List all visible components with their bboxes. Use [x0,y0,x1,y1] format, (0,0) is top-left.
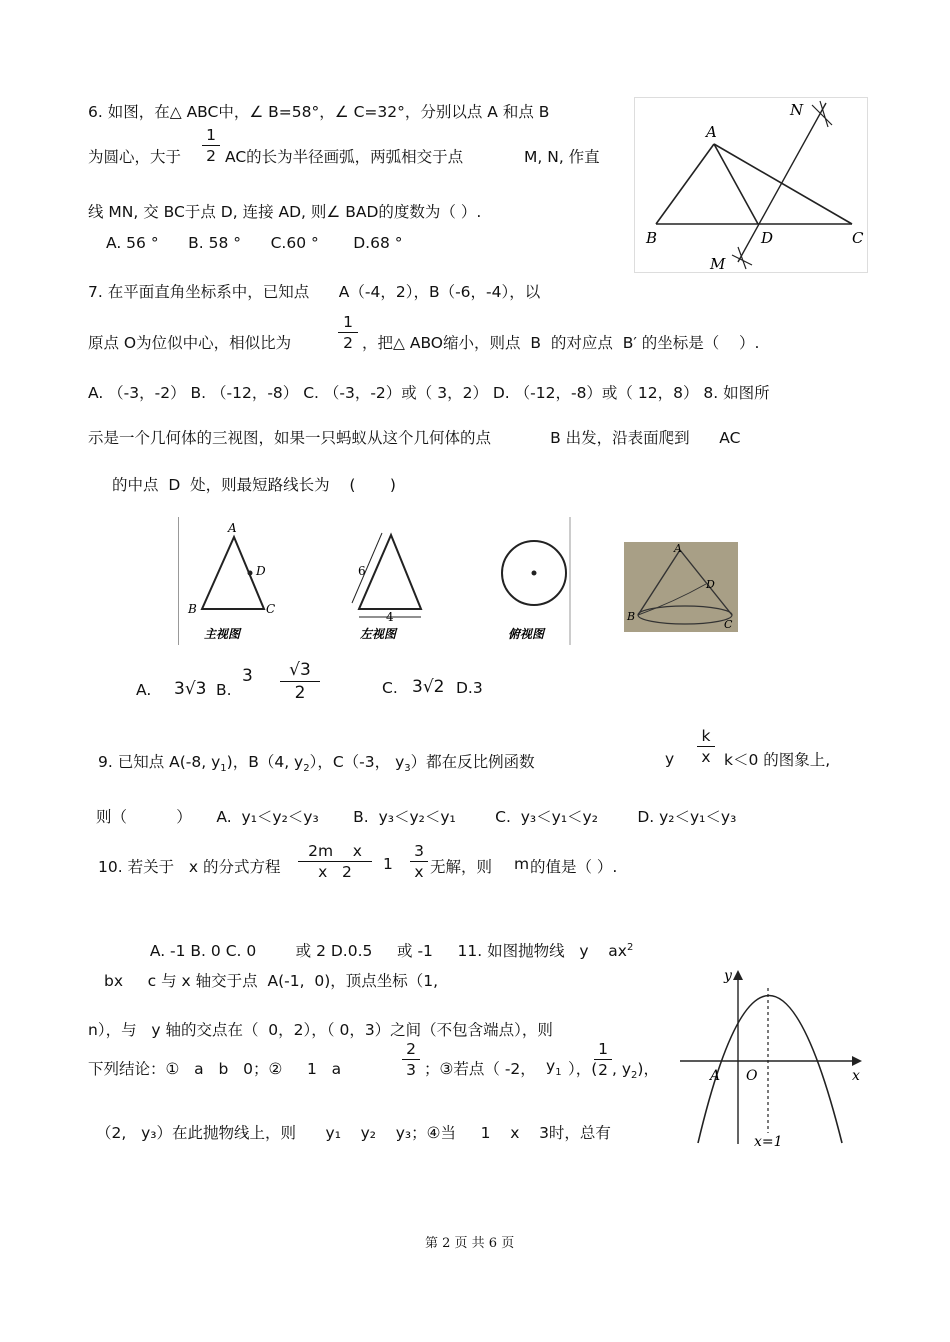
q9-line1e: k＜0 的图象上, [724,751,831,769]
q11-y1: $y_1$ [546,1057,562,1079]
q8-optA-value: 3√3 [174,679,207,699]
q11-fraction-2-3: 2 3 [402,1040,420,1079]
label-N: N [790,101,804,119]
q6-line2b: AC的长为半径画弧，两弧相交于点 [225,148,464,166]
base-dim-label: 4 [386,610,394,624]
label-D: D [761,229,774,247]
top-view-caption: 俯视图 [508,627,545,641]
front-label-A: A [228,521,237,535]
label-A: A [706,123,717,141]
cone-label-B: B [627,610,636,623]
q8-optB-value: 3 [242,666,253,686]
q8-optB-fraction: √3 2 [280,660,320,703]
label-B: B [646,229,658,247]
q8-line1: 示是一个几何体的三视图，如果一只蚂蚁从这个几何体的点 B 出发，沿表面爬到 AC [88,429,741,447]
q11-line4: （2, y₃）在此抛物线上，则 y₁ y₂ y₃；④当 1 x 3时，总有 [96,1124,611,1142]
q8-three-views-figure [178,517,572,645]
q7-line1: 7. 在平面直角坐标系中，已知点 A（-4，2），B（-6，-4），以 [88,283,541,301]
q6-line2c: M, N, 作直 [524,148,600,166]
label-A: A [710,1068,721,1084]
q11-line3b: ；③若点（ -2， [424,1060,536,1078]
label-x: x [852,1068,860,1084]
label-C: C [852,229,864,247]
q11-fraction-1-2: 1 2 [594,1040,612,1079]
q10-fraction-2: 3 x [410,842,428,881]
cone-label-C: C [724,618,733,631]
q11-line3a: 下列结论：① a b 0；② 1 a [88,1060,342,1078]
q6-half-fraction: 1 2 [202,126,220,165]
q8-line2: 的中点 D 处，则最短路线长为 ( ) [112,476,396,494]
q6-line1: 6. 如图，在△ ABC中，∠ B=58°，∠ C=32°，分别以点 A 和点 B [88,103,550,121]
slant-dim-label: 6 [358,564,366,578]
q10-fraction-1: 2m x x 2 [298,842,372,881]
q6-line2a: 为圆心，大于 [88,148,182,166]
front-view-triangle [202,537,264,609]
q9-k-fraction: k x [697,727,715,766]
q9-y: y [665,750,675,768]
label-M: M [710,255,726,273]
page-footer: 第 2 页 共 6 页 [425,1236,515,1251]
q11-line3d: , $y_2$)， [612,1060,659,1082]
front-view-caption: 主视图 [204,627,241,641]
front-label-B: B [188,602,197,616]
left-view-triangle [359,535,421,609]
q11-line1: bx c 与 x 轴交于点 A(-1, 0)，顶点坐标（1, [104,972,439,990]
q7-ratio-fraction: 1 2 [338,313,358,352]
q11-parabola-figure [676,968,866,1148]
label-axis: x=1 [754,1134,783,1148]
q8-optA: A. [136,681,152,699]
label-y: y [724,968,732,984]
q10-options: A. -1 B. 0 C. 0 或 2 D.0.5 或 -1 11. 如图抛物线 y $ax^2$ [149,941,634,960]
q10-line1b: 无解，则 [430,858,493,876]
q9-line1a: 9. 已知点 A(-8, $y_1$)，B（4, $y_2$），C（-3， $y_3$）都在反比例函数 [98,753,535,775]
q7-line2b: ，把△ ABO缩小，则点 B 的对应点 B′ 的坐标是（ ）. [362,334,760,352]
q8-optB: B. [216,681,232,699]
q10-line1a: 10. 若关于 x 的分式方程 [98,858,281,876]
q10-m: m [514,855,530,873]
q8-optC-value: 3√2 [412,677,445,697]
q10-line1c: 的值是（ ）. [530,858,618,876]
cone-label-A: A [674,542,682,555]
q6-triangle-figure [634,97,868,273]
left-view-caption: 左视图 [360,627,397,641]
front-label-C: C [266,602,276,616]
front-label-D: D [256,564,266,578]
q11-line3c: ），( [568,1060,598,1078]
q6-line3: 线 MN, 交 BC于点 D, 连接 AD, 则∠ BAD的度数为（ ）. [88,203,482,221]
q9-options: 则（ ） A. y₁＜y₂＜y₃ B. y₃＜y₂＜y₁ C. y₃＜y₁＜y₂ D. y₂＜y₁＜y₃ [96,808,737,826]
cone-label-D: D [706,578,715,591]
q11-line2: n），与 y 轴的交点在（ 0，2），（ 0，3）之间（不包含端点），则 [88,1021,553,1039]
q8-cone-photo-figure [624,542,738,632]
q7-line2a: 原点 O为位似中心，相似比为 [88,334,292,352]
q10-one: 1 [383,855,393,873]
q7-line3: A. （-3，-2） B. （-12，-8） C. （-3，-2）或（ 3，2） D. （-12，-8）或（ 12，8） 8. 如图所 [88,384,770,402]
q6-options: A. 56 ° B. 58 ° C.60 ° D.68 ° [106,234,403,252]
front-view-point-D [248,571,253,576]
q8-optC: C. [382,679,398,697]
top-view-center [532,571,537,576]
q8-optD: D.3 [456,679,483,697]
label-O: O [746,1068,758,1084]
